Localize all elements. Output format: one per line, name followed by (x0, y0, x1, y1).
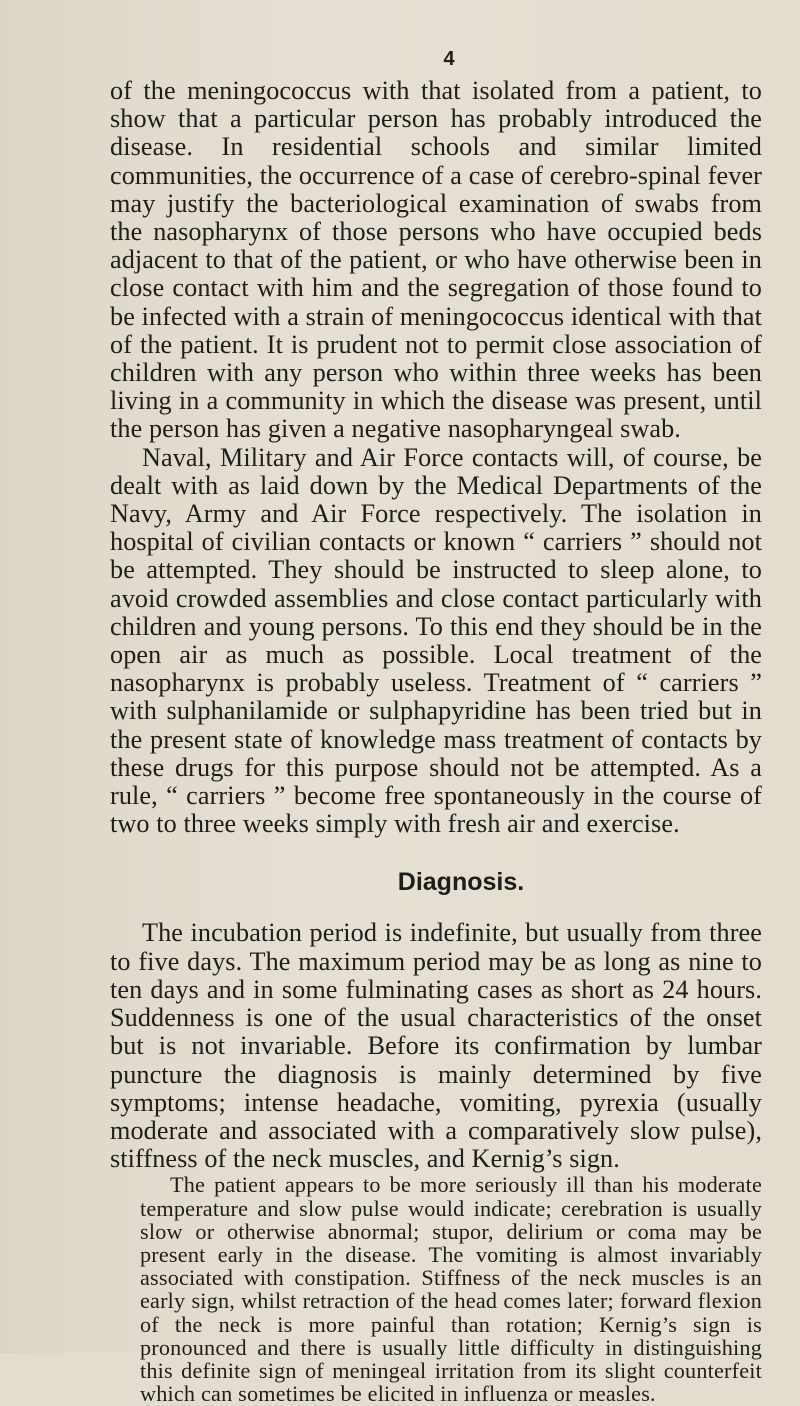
paragraph-incubation: The incubation period is indefinite, but usually from three to five days. The maximum period may be as long as nine to ten days and in some fulminating cases as short as 24 hours. Suddenness is one of the usual characteristics of the onset but is not invariable. Before its confirmation by lumbar puncture the diagnosis is mainly determined by five symptoms; intense headache, vomiting, pyrexia (usually moderate and associated with a comparatively slow pulse), stiffness of the neck muscles, and Kernig’s sign. (110, 918, 762, 1174)
page-number: 4 (443, 48, 455, 70)
paragraph-patient-signs: The patient appears to be more seriously ill than his moderate temperature and slow pulse would indicate; cerebration is usually slow or otherwise abnormal; stupor, delirium or coma may be present early in the disease. The vomiting is almost invariably associated with constipation. Stiffness of the neck muscles is an early sign, whilst retraction of the head comes later; forward flexion of the neck is more painful than rotation; Kernig’s sign is pronounced and there is usually little difficulty in distinguishing this definite sign of meningeal irritation from its slight counterfeit which can sometimes be elicited in influenza or measles. (140, 1172, 762, 1406)
paragraph-contacts-swabs: of the meningococcus with that isolated from a patient, to show that a particular person has probably introduced the disease. In residential schools and similar limited communities, the occurrence of a case of cerebro-spinal fever may justify the bacteriological examination of swabs from the nasopharynx of those persons who have occupied beds adjacent to that of the patient, or who have otherwise been in close contact with him and the segregation of those found to be infected with a strain of meningococcus identical with that of the patient. It is prudent not to permit close association of children with any person who within three weeks has been living in a community in which the disease was present, until the person has given a negative nasopharyngeal swab. (110, 76, 762, 444)
section-heading-diagnosis: Diagnosis. (397, 868, 525, 897)
paragraph-service-contacts: Naval, Military and Air Force contacts will, of course, be dealt with as laid down by the Medical Departments of the Navy, Army and Air Force respectively. The isolation in hospital of civilian contacts or known “ carriers ” should not be attempted. They should be instructed to sleep alone, to avoid crowded assemblies and close contact particularly with children and young persons. To this end they should be in the open air as much as possible. Local treatment of the nasopharynx is probably useless. Treatment of “ carriers ” with sulphanilamide or sulphapyridine has been tried but in the present state of knowledge mass treatment of contacts by these drugs for this purpose should not be attempted. As a rule, “ carriers ” become free spontaneously in the course of two to three weeks simply with fresh air and exercise. (110, 442, 762, 839)
